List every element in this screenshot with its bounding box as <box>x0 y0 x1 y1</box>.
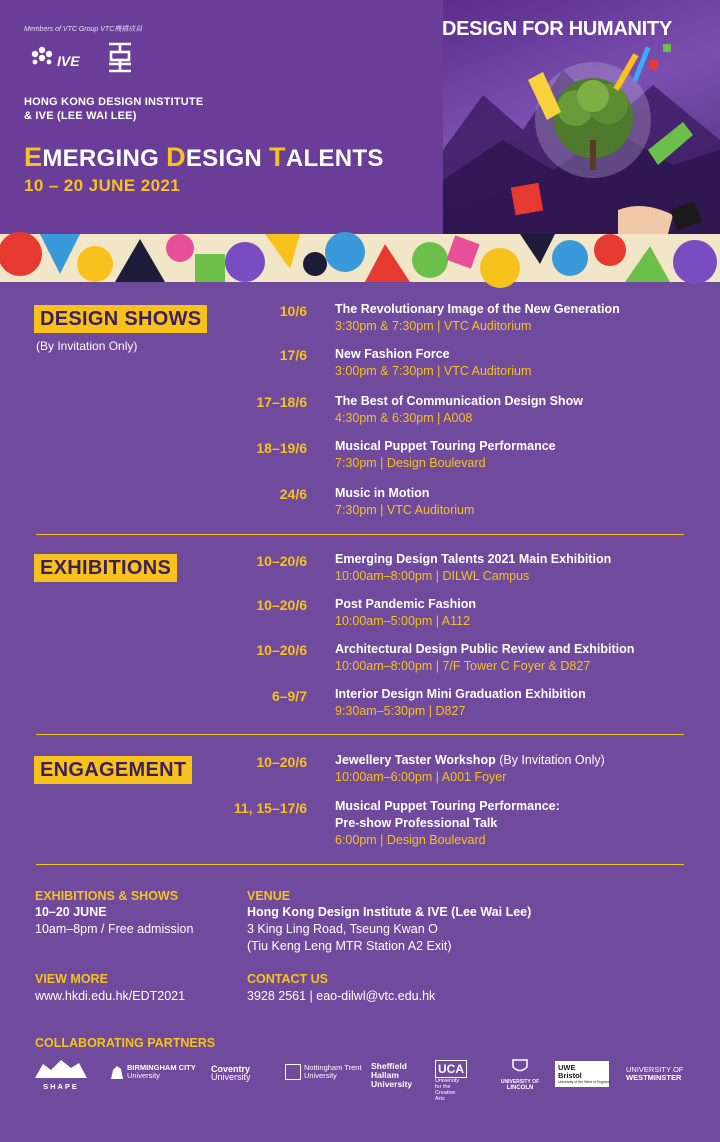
partner-name: BIRMINGHAM CITY <box>127 1063 196 1072</box>
event-date: 11, 15–17/6 <box>233 800 307 816</box>
partners-heading: COLLABORATING PARTNERS <box>35 1036 216 1050</box>
event-detail: 7:30pm | Design Boulevard <box>335 456 486 470</box>
event-date: 17–18/6 <box>256 394 307 410</box>
partner-name: UWE Bristol <box>558 1063 582 1080</box>
partner-sub: University for the Creative Arts <box>435 1078 460 1102</box>
event-detail: 10:00am–8:00pm | 7/F Tower C Foyer & D827 <box>335 659 591 673</box>
shows-heading: EXHIBITIONS & SHOWS <box>35 889 179 903</box>
event-title: Architectural Design Public Review and Exhibition <box>335 642 635 656</box>
institute-name-line1: HONG KONG DESIGN INSTITUTE <box>24 96 204 108</box>
section-divider <box>36 534 684 535</box>
institute-name-line2: & IVE (LEE WAI LEE) <box>24 110 137 122</box>
event-date: 10–20/6 <box>256 553 307 569</box>
partner-name: Coventry <box>211 1064 251 1074</box>
event-detail: 4:30pm & 6:30pm | A008 <box>335 411 473 425</box>
event-date: 6–9/7 <box>271 688 307 704</box>
event-title: Post Pandemic Fashion <box>335 597 477 611</box>
event-title: Music in Motion <box>335 486 430 500</box>
partner-sub: University <box>371 1079 413 1089</box>
event-date: 24/6 <box>279 486 307 502</box>
shapes-pattern <box>0 234 720 282</box>
partner-sub: LINCOLN <box>506 1085 534 1091</box>
partner-sub: University <box>304 1071 337 1080</box>
partner-sub: University <box>127 1071 160 1080</box>
partner-logo-uca <box>435 1060 495 1102</box>
event-title: New Fashion Force <box>335 347 450 361</box>
partner-name: SHAPE <box>43 1082 79 1091</box>
event-title: Musical Puppet Touring Performance: <box>335 799 560 813</box>
venue-name: Hong Kong Design Institute & IVE (Lee Wai Lee) <box>247 905 532 919</box>
title-cap-e: E <box>24 142 43 172</box>
event-detail: 9:30am–5:30pm | D827 <box>335 704 466 718</box>
event-title <box>24 142 384 173</box>
partner-logo-sheffield <box>371 1062 423 1089</box>
event-title <box>335 753 605 767</box>
exhibitions-tag: EXHIBITIONS <box>34 554 177 582</box>
partner-name: UNIVERSITY OF <box>626 1065 684 1074</box>
membership-line: Members of VTC Group VTC機構成員 <box>24 26 143 33</box>
shows-dates: 10–20 JUNE <box>35 905 107 919</box>
partner-logo-lincoln <box>500 1058 540 1092</box>
event-title: The Revolutionary Image of the New Generation <box>335 302 620 316</box>
partner-logo-uwe <box>555 1061 609 1087</box>
event-title-main: Jewellery Taster Workshop <box>335 753 496 767</box>
event-title: Interior Design Mini Graduation Exhibition <box>335 687 586 701</box>
event-detail: 3:30pm & 7:30pm | VTC Auditorium <box>335 319 532 333</box>
venue-transport: (Tiu Keng Leng MTR Station A2 Exit) <box>247 939 452 953</box>
partner-sub: WESTMINSTER <box>626 1073 682 1082</box>
view-more-link[interactable]: www.hkdi.edu.hk/EDT2021 <box>35 989 186 1003</box>
event-detail: 10:00am–5:00pm | A112 <box>335 614 471 628</box>
event-dates: 10 – 20 JUNE 2021 <box>24 176 181 195</box>
partner-name: Nottingham Trent <box>304 1063 362 1072</box>
venue-heading: VENUE <box>247 889 291 903</box>
partner-name: UNIVERSITY OF <box>500 1079 540 1085</box>
ntu-icon <box>285 1064 301 1080</box>
event-date: 10/6 <box>279 303 307 319</box>
event-title: Musical Puppet Touring Performance <box>335 439 556 453</box>
engagement-tag: ENGAGEMENT <box>34 756 192 784</box>
event-title: The Best of Communication Design Show <box>335 394 583 408</box>
event-detail: 10:00am–8:00pm | DILWL Campus <box>335 569 530 583</box>
event-title-suffix: (By Invitation Only) <box>495 753 605 767</box>
event-date: 10–20/6 <box>256 754 307 770</box>
partner-logo-nottingham <box>285 1064 365 1080</box>
event-detail: 7:30pm | VTC Auditorium <box>335 503 475 517</box>
partner-sub: University <box>211 1072 251 1082</box>
title-rest-3: ALENTS <box>285 145 384 172</box>
design-shows-note: (By Invitation Only) <box>36 339 138 353</box>
venue-address: 3 King Ling Road, Tseung Kwan O <box>247 922 438 936</box>
crest-icon <box>511 1058 529 1074</box>
section-divider <box>36 734 684 735</box>
title-cap-d: D <box>166 142 186 172</box>
event-title: Emerging Design Talents 2021 Main Exhibition <box>335 552 612 566</box>
ive-logo-text: IVE <box>57 53 80 69</box>
partner-logo-westminster <box>626 1066 696 1082</box>
title-cap-t: T <box>269 142 286 172</box>
lion-icon <box>110 1064 124 1080</box>
view-more-heading: VIEW MORE <box>35 972 108 986</box>
event-date: 10–20/6 <box>256 642 307 658</box>
event-detail: 6:00pm | Design Boulevard <box>335 833 486 847</box>
event-detail: 10:00am–6:00pm | A001 Foyer <box>335 770 507 784</box>
section-divider <box>36 864 684 865</box>
event-date: 17/6 <box>279 347 307 363</box>
event-title-line2: Pre-show Professional Talk <box>335 816 498 830</box>
partner-sub: University of the West of England <box>558 1080 610 1084</box>
shape-logo-icon <box>35 1060 87 1078</box>
contact-details[interactable]: 3928 2561 | eao-dilwl@vtc.edu.hk <box>247 989 436 1003</box>
hero-title: DESIGN FOR HUMANITY <box>442 18 672 40</box>
partner-logo-shape <box>35 1060 87 1091</box>
design-shows-tag: DESIGN SHOWS <box>34 305 207 333</box>
partner-logo-coventry <box>211 1065 271 1081</box>
title-rest-2: ESIGN <box>185 145 270 172</box>
vtc-logo <box>106 40 134 74</box>
partner-logo-birmingham <box>110 1064 195 1080</box>
event-date: 10–20/6 <box>256 597 307 613</box>
event-date: 18–19/6 <box>256 440 307 456</box>
title-rest-1: MERGING <box>42 145 167 172</box>
shows-hours: 10am–8pm / Free admission <box>35 922 194 936</box>
partner-name: Sheffield Hallam <box>371 1061 407 1080</box>
event-detail: 3:00pm & 7:30pm | VTC Auditorium <box>335 364 532 378</box>
decorative-shapes-band <box>0 234 720 282</box>
ive-logo <box>30 44 92 70</box>
contact-heading: CONTACT US <box>247 972 329 986</box>
partner-name: UCA <box>435 1060 467 1078</box>
